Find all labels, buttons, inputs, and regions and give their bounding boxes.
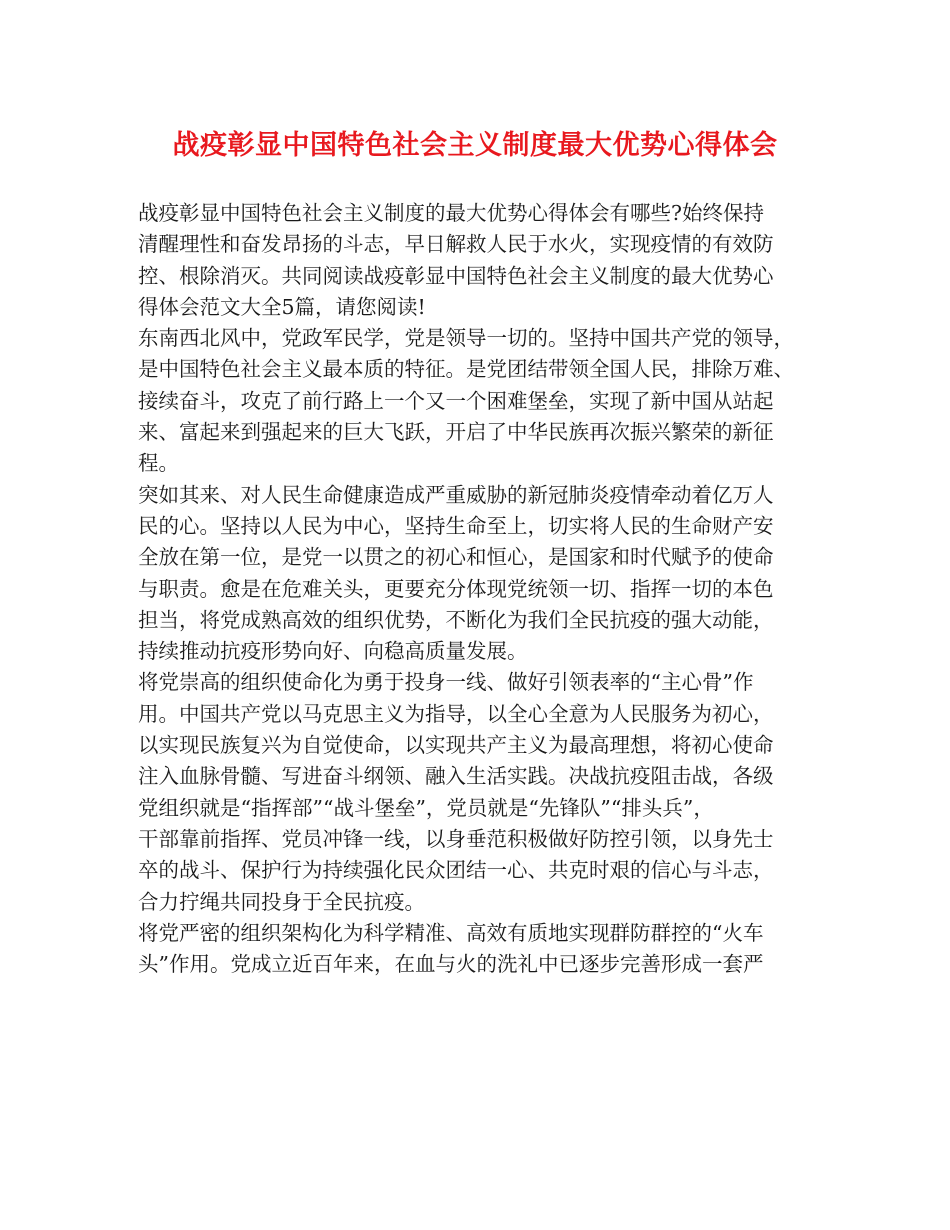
body-line: 以实现民族复兴为自觉使命，以实现共产主义为最高理想，将初心使命 (138, 733, 774, 758)
body-line: 控、根除消灭。共同阅读战疫彰显中国特色社会主义制度的最大优势心 (138, 263, 774, 288)
body-line: 将党崇高的组织使命化为勇于投身一线、做好引领表率的“主心骨”作 (138, 670, 754, 695)
body-line: 注入血脉骨髓、写进奋斗纲领、融入生活实践。决战抗疫阻击战，各级 (138, 764, 774, 789)
body-line: 战疫彰显中国特色社会主义制度的最大优势心得体会有哪些?始终保持 (138, 201, 764, 225)
body-line: 东南西北风中，党政军民学，党是领导一切的。坚持中国共产党的领导， (138, 326, 794, 351)
body-line: 党组织就是“指挥部”“战斗堡垒”，党员就是“先锋队”“排头兵”， (138, 795, 714, 820)
body-line: 头”作用。党成立近百年来，在血与火的洗礼中已逐步完善形成一套严 (138, 952, 764, 977)
body-line: 清醒理性和奋发昂扬的斗志，早日解救人民于水火，实现疫情的有效防 (138, 232, 774, 257)
body-line: 接续奋斗，攻克了前行路上一个又一个困难堡垒，实现了新中国从站起 (138, 388, 774, 413)
body-line: 是中国特色社会主义最本质的特征。是党团结带领全国人民，排除万难、 (138, 357, 794, 382)
body-line: 持续推动抗疫形势向好、向稳高质量发展。 (138, 639, 528, 664)
body-line: 全放在第一位，是党一以贯之的初心和恒心，是国家和时代赋予的使命 (138, 545, 774, 570)
body-line: 干部靠前指挥、党员冲锋一线，以身垂范积极做好防控引领，以身先士 (138, 826, 774, 851)
body-line: 担当，将党成熟高效的组织优势，不断化为我们全民抗疫的强大动能， (138, 607, 774, 632)
body-line: 合力拧绳共同投身于全民抗疫。 (138, 889, 425, 914)
body-line: 民的心。坚持以人民为中心，坚持生命至上，切实将人民的生命财产安 (138, 513, 774, 538)
document-body (138, 198, 828, 980)
body-line: 用。中国共产党以马克思主义为指导，以全心全意为人民服务为初心， (138, 701, 774, 726)
body-line: 突如其来、对人民生命健康造成严重威胁的新冠肺炎疫情牵动着亿万人 (138, 482, 774, 507)
body-line: 卒的战斗、保护行为持续强化民众团结一心、共克时艰的信心与斗志， (138, 858, 774, 883)
body-line: 程。 (138, 451, 179, 476)
body-line: 得体会范文大全5篇，请您阅读! (138, 294, 426, 319)
document-title: 战疫彰显中国特色社会主义制度最大优势心得体会 (172, 130, 778, 161)
body-line: 来、富起来到强起来的巨大飞跃，开启了中华民族再次振兴繁荣的新征 (138, 420, 774, 445)
body-line: 将党严密的组织架构化为科学精准、高效有质地实现群防群控的“火车 (138, 920, 764, 945)
body-line: 与职责。愈是在危难关头，更要充分体现党统领一切、指挥一切的本色 (138, 576, 774, 601)
